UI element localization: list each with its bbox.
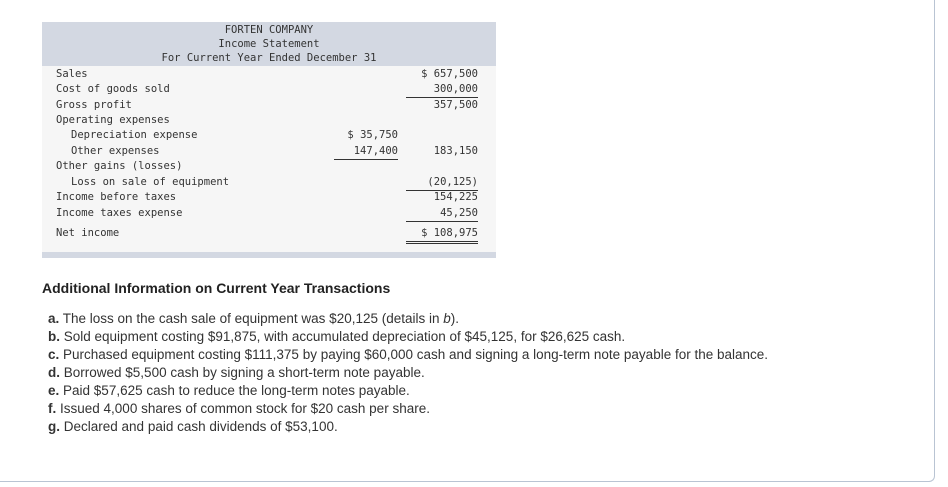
row-label: Other gains (losses): [56, 160, 183, 172]
transaction-item: [48, 418, 768, 436]
company-name: FORTEN COMPANY: [224, 24, 314, 36]
item-letter: e.: [48, 383, 60, 398]
statement-row: [42, 113, 496, 128]
row-label: Sales: [56, 68, 88, 80]
additional-information: [42, 280, 768, 436]
item-text: The loss on the cash sale of equipment was $20,125 (details in: [62, 311, 444, 326]
additional-info-title: Additional Information on Current Year Transactions: [42, 280, 391, 296]
item-text: Borrowed $5,500 cash by signing a short-term note payable.: [63, 365, 425, 380]
transaction-item: [48, 328, 768, 346]
row-label: Cost of goods sold: [56, 83, 170, 95]
transaction-item: [48, 364, 768, 382]
item-reference: b: [443, 311, 451, 326]
statement-row: [42, 206, 496, 221]
statement-footer-bar: [42, 252, 496, 258]
item-letter: b.: [48, 329, 60, 344]
item-suffix: ).: [450, 311, 460, 326]
statement-row: [42, 144, 496, 159]
statement-period: For Current Year Ended December 31: [161, 52, 377, 64]
transaction-item: [48, 346, 768, 364]
row-label: Income taxes expense: [56, 207, 183, 219]
item-letter: a.: [48, 311, 60, 326]
statement-row: [42, 128, 496, 143]
statement-header: [42, 22, 496, 66]
row-amount-total: (20,125): [406, 175, 478, 191]
statement-row: [42, 226, 496, 241]
row-amount-detail: $ 35,750: [347, 129, 398, 141]
row-amount-detail: 147,400: [334, 144, 398, 160]
transaction-list: [42, 310, 768, 436]
item-text: Declared and paid cash dividends of $53,100.: [63, 419, 338, 434]
row-label: Loss on sale of equipment: [71, 176, 230, 188]
item-letter: g.: [48, 419, 60, 434]
item-text: Purchased equipment costing $111,375 by paying $60,000 cash and signing a long-term note payable for the balance.: [63, 347, 769, 362]
transaction-item: [48, 382, 768, 400]
item-text: Issued 4,000 shares of common stock for $20 cash per share.: [60, 401, 430, 416]
item-text: Sold equipment costing $91,875, with accumulated depreciation of $45,125, for $26,625 cash.: [63, 329, 626, 344]
statement-row: [42, 67, 496, 82]
row-amount-total: 183,150: [433, 145, 478, 157]
row-label: Net income: [56, 227, 120, 239]
row-amount-total: $ 657,500: [421, 68, 478, 80]
statement-row: [42, 159, 496, 174]
row-label: Depreciation expense: [71, 129, 198, 141]
statement-row: [42, 190, 496, 205]
transaction-item: [48, 400, 768, 418]
item-letter: f.: [48, 401, 57, 416]
row-label: Gross profit: [56, 99, 132, 111]
row-amount-total: 357,500: [433, 99, 478, 111]
item-letter: d.: [48, 365, 60, 380]
statement-row: [42, 82, 496, 97]
row-label: Income before taxes: [56, 191, 177, 203]
transaction-item: [48, 310, 768, 328]
row-amount-total: 154,225: [433, 191, 478, 203]
statement-row: [42, 175, 496, 190]
statement-title: Income Statement: [218, 38, 320, 50]
row-amount-total: $ 108,975: [406, 226, 478, 244]
item-text: Paid $57,625 cash to reduce the long-term notes payable.: [63, 383, 410, 398]
income-statement: [42, 22, 496, 258]
row-amount-total: 300,000: [406, 82, 478, 98]
statement-row: [42, 98, 496, 113]
row-amount-total: 45,250: [406, 206, 478, 222]
row-label: Operating expenses: [56, 114, 170, 126]
row-label: Other expenses: [71, 145, 160, 157]
item-letter: c.: [48, 347, 60, 362]
